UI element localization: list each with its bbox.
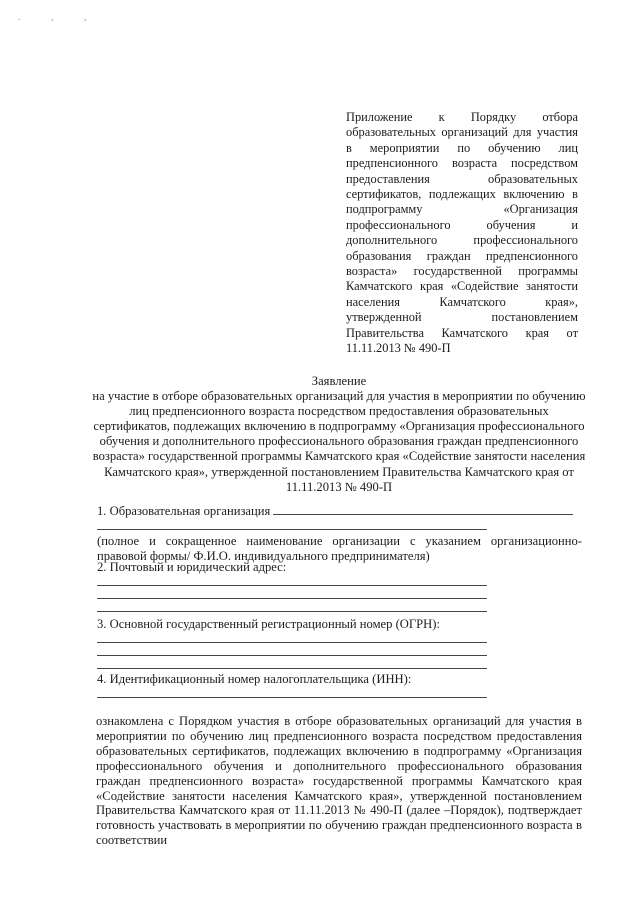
address-field-line-3[interactable] (97, 611, 487, 612)
inn-field-section (97, 672, 582, 698)
appendix-reference (346, 110, 578, 357)
body-paragraph-text: ознакомлена с Порядком участия в отборе образовательных организаций для участия в мероприятии по обучению лиц предпенсионного возраста посредством предоставления образовательных сертификатов, подлежащих включению в подпрограмму «Организация профессионального обучения и дополнительного профессионального образования граждан предпенсионного возраста» государственной программы Камчатского края «Содействие занятости населения Камчатского края», утвержденной постановлением Правительства Камчатского края от 11.11.2013 № 490-П (далее –Порядок), подтверждает готовность участвовать в мероприятии по обучению граждан предпенсионного возраста в соответствии (96, 714, 582, 848)
org-field-section (97, 504, 582, 564)
ogrn-field-label: 3. Основной государственный регистрационный номер (ОГРН): (97, 617, 440, 631)
address-field-section (97, 560, 582, 612)
appendix-text: Приложение к Порядку отбора образовательных организаций для участия в мероприятии по обучению лиц предпенсионного возраста посредством предоставления образовательных сертификатов, подлежащих включению в подпрограмму «Организация профессионального обучения и дополнительного профессионального образования граждан предпенсионного возраста» государственной программы Камчатского края «Содействие занятости населения Камчатского края», утвержденной постановлением Правительства Камчатского края от 11.11.2013 № 490-П (346, 110, 578, 356)
body-paragraph (96, 714, 582, 848)
document-heading: Заявление (311, 374, 367, 388)
ogrn-field-line-3[interactable] (97, 668, 487, 669)
ogrn-field-line-1[interactable] (97, 642, 487, 643)
org-field-label: 1. Образовательная организация (97, 504, 271, 518)
org-field-input-line[interactable] (273, 504, 573, 515)
org-field-note: (полное и сокращенное наименование организации с указанием организационно-правовой формы/ Ф.И.О. индивидуального предпринимателя) (97, 534, 582, 563)
inn-field-label: 4. Идентификационный номер налогоплательщика (ИНН): (97, 672, 412, 686)
org-field-line-2[interactable] (97, 529, 487, 530)
address-field-line-1[interactable] (97, 585, 487, 586)
scan-artifact-marks: . , , (18, 12, 101, 23)
ogrn-field-section (97, 617, 582, 669)
document-subheading: на участие в отборе образовательных организаций для участия в мероприятии по обучению лиц предпенсионного возраста посредством предоставления образовательных сертификатов, подлежащих включению в подпрограмму «Организация профессионального обучения и дополнительного профессионального образования граждан предпенсионного возраста» государственной программы Камчатского края «Содействие занятости населения Камчатского края», утвержденной постановлением Правительства Камчатского края от 11.11.2013 № 490-П (92, 389, 586, 494)
ogrn-field-line-2[interactable] (97, 655, 487, 656)
address-field-label: 2. Почтовый и юридический адрес: (97, 560, 287, 574)
address-field-line-2[interactable] (97, 598, 487, 599)
inn-field-line-1[interactable] (97, 697, 487, 698)
application-title-block (92, 374, 586, 495)
